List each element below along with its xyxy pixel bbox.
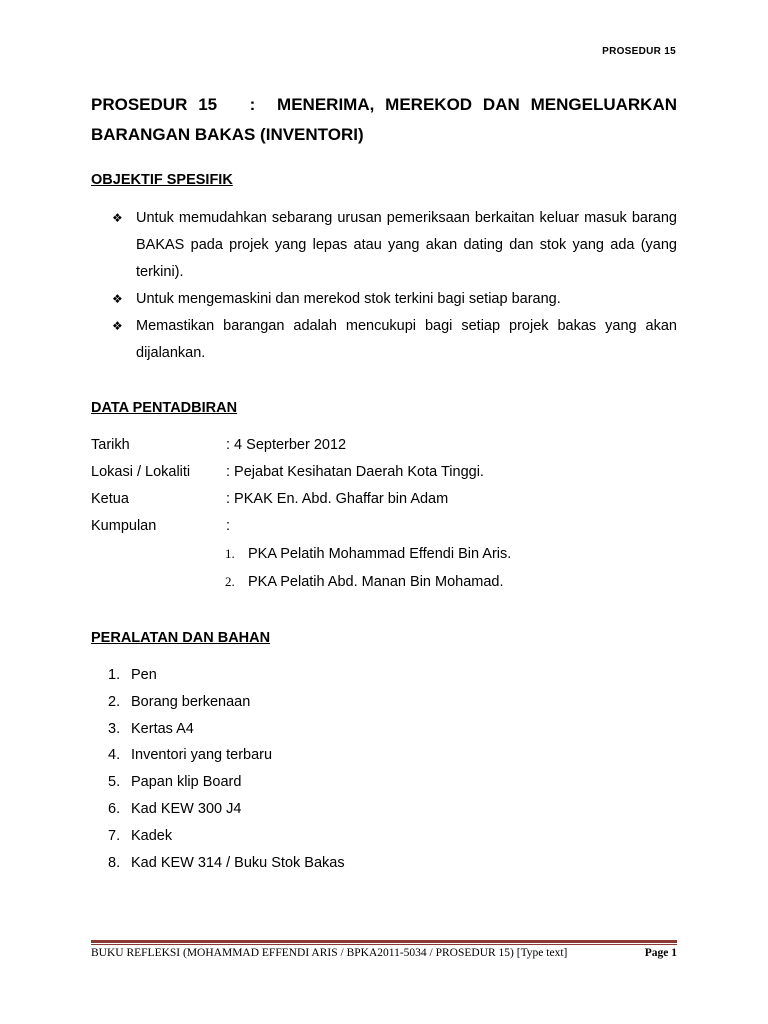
admin-data-table	[91, 432, 651, 540]
row-key: Kumpulan	[91, 518, 157, 534]
item-text: Kertas A4	[131, 720, 194, 737]
page-header-label: PROSEDUR 15	[602, 46, 676, 57]
page-number: Page 1	[644, 947, 677, 959]
item-number: 6.	[108, 800, 121, 817]
table-row	[91, 432, 651, 459]
title-line-1: PROSEDUR 15 : MENERIMA, MEREKOD DAN MENGELUARKAN	[91, 95, 677, 114]
list-item	[225, 568, 511, 596]
item-text: Kad KEW 314 / Buku Stok Bakas	[131, 854, 345, 871]
diamond-bullet-icon: ❖	[112, 292, 123, 306]
row-key: Lokasi / Lokaliti	[91, 464, 191, 480]
list-item	[108, 823, 345, 850]
objektif-heading: OBJEKTIF SPESIFIK	[91, 172, 233, 188]
row-value: : PKAK En. Abd. Ghaffar bin Adam	[226, 491, 449, 507]
title-line-2: BARANGAN BAKAS (INVENTORI)	[91, 125, 364, 144]
bullet-text: Memastikan barangan adalah mencukupi bagi setiap projek bakas yang akan dijalankan.	[136, 318, 677, 361]
list-item	[108, 769, 345, 796]
item-number: 3.	[108, 720, 121, 737]
member-name: PKA Pelatih Mohammad Effendi Bin Aris.	[248, 546, 512, 562]
row-value: : 4 Septerber 2012	[226, 437, 347, 453]
data-pentadbiran-heading: DATA PENTADBIRAN	[91, 400, 238, 416]
objektif-bullet-list	[112, 205, 677, 367]
list-item	[108, 850, 345, 877]
peralatan-heading: PERALATAN DAN BAHAN	[91, 630, 271, 646]
list-item	[112, 313, 677, 367]
list-item	[112, 205, 677, 286]
diamond-bullet-icon: ❖	[112, 319, 123, 333]
peralatan-item-list	[108, 662, 345, 876]
row-value: : Pejabat Kesihatan Daerah Kota Tinggi.	[226, 464, 484, 480]
row-key: Ketua	[91, 491, 129, 507]
item-text: Borang berkenaan	[131, 693, 251, 710]
item-number: 1.	[108, 667, 121, 683]
row-key: Tarikh	[91, 437, 130, 453]
footer-divider-thick	[91, 940, 677, 943]
document-title	[91, 90, 677, 150]
bullet-text: Untuk mengemaskini dan merekod stok terkini bagi setiap barang.	[136, 291, 561, 307]
item-number: 8.	[108, 854, 121, 871]
item-text: Kadek	[131, 827, 173, 844]
item-number: 5.	[108, 774, 121, 791]
table-row	[91, 513, 651, 540]
list-item	[225, 540, 511, 568]
list-item	[108, 742, 345, 769]
member-number: 1.	[225, 546, 235, 561]
item-number: 2.	[108, 693, 121, 710]
list-item	[108, 716, 345, 743]
member-name: PKA Pelatih Abd. Manan Bin Mohamad.	[248, 574, 504, 590]
member-number: 2.	[225, 574, 235, 589]
row-value: :	[226, 518, 231, 534]
list-item	[108, 689, 345, 716]
item-number: 7.	[108, 827, 121, 844]
item-text: Inventori yang terbaru	[131, 747, 273, 764]
kumpulan-member-list	[225, 540, 511, 596]
item-text: Pen	[131, 667, 157, 683]
table-row	[91, 459, 651, 486]
footer-divider-thin	[91, 944, 677, 945]
item-text: Kad KEW 300 J4	[131, 800, 242, 817]
bullet-text: Untuk memudahkan sebarang urusan pemeriksaan berkaitan keluar masuk barang BAKAS pada projek yang lepas atau yang akan dating dan stok yang ada (yang terkini).	[136, 210, 677, 280]
footer-text: BUKU REFLEKSI (MOHAMMAD EFFENDI ARIS / BPKA2011-5034 / PROSEDUR 15) [Type text]	[91, 947, 568, 959]
item-number: 4.	[108, 747, 121, 764]
diamond-bullet-icon: ❖	[112, 211, 123, 225]
list-item	[112, 286, 677, 313]
list-item	[108, 796, 345, 823]
table-row	[91, 486, 651, 513]
list-item	[108, 662, 345, 689]
item-text: Papan klip Board	[131, 774, 242, 791]
